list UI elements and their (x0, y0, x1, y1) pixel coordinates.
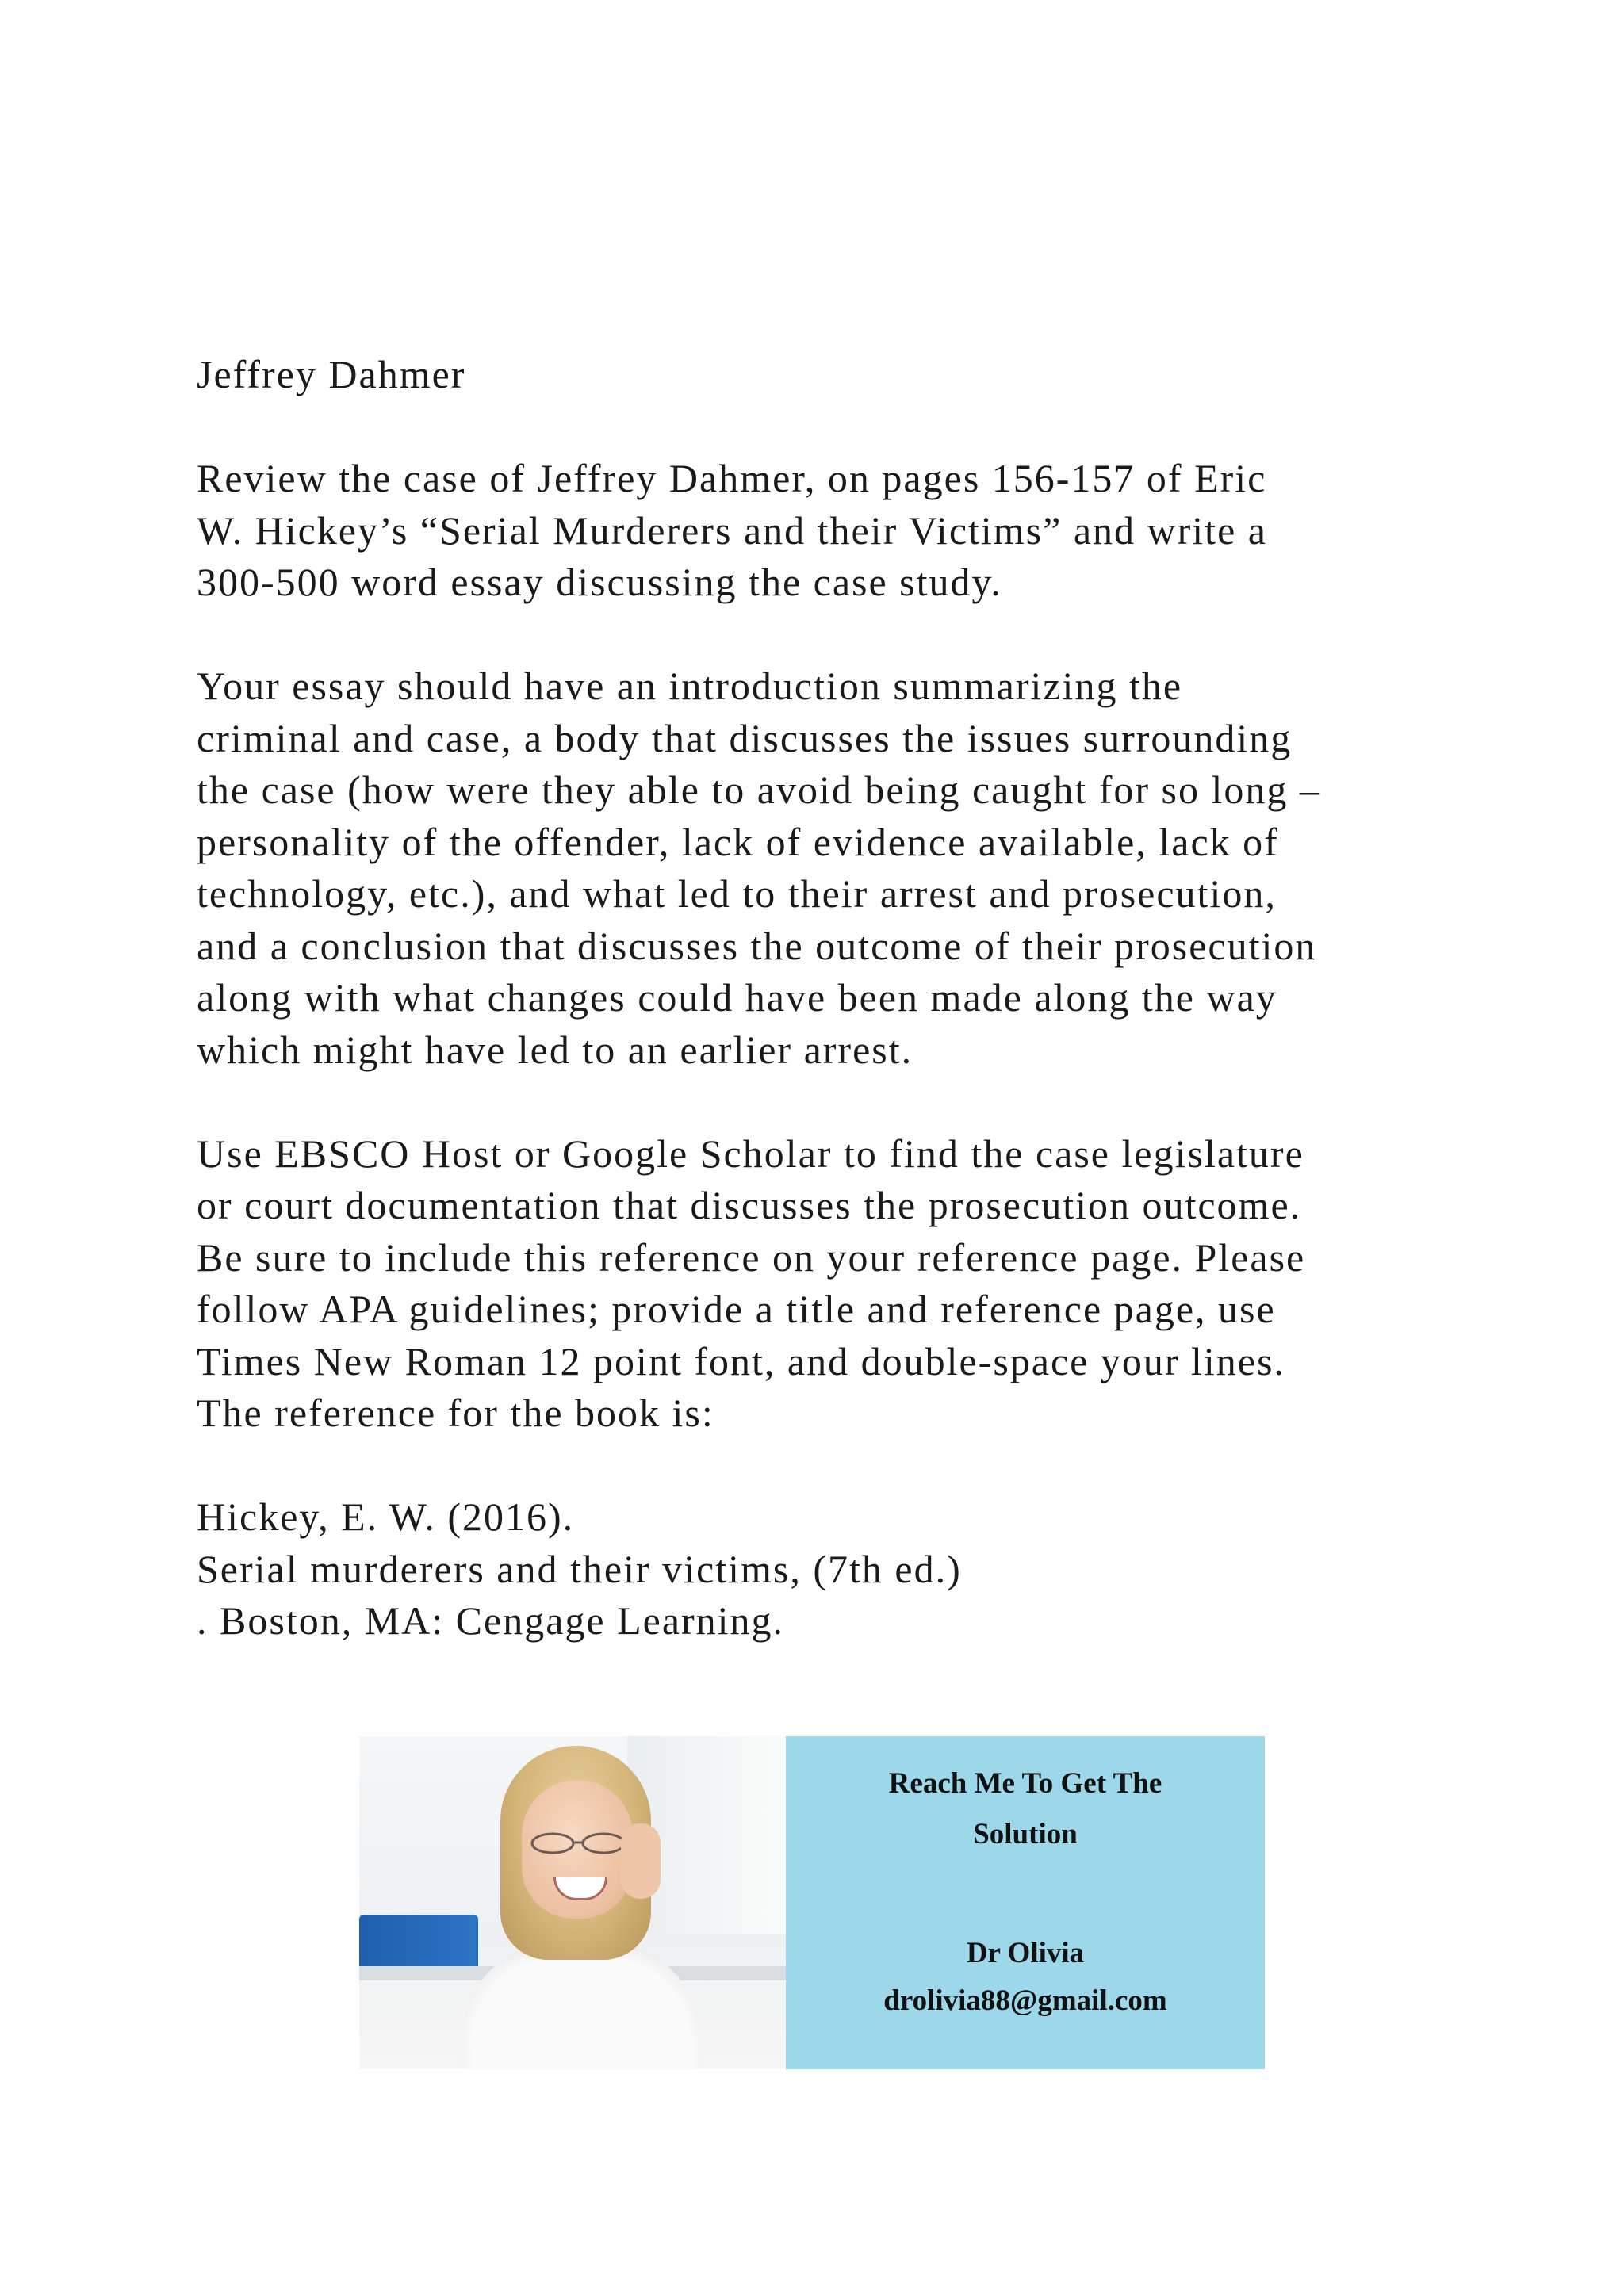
spacer (197, 401, 1481, 453)
paragraph-2-line: Your essay should have an introduction summarizing the (197, 664, 1183, 708)
paragraph-3-line: Use EBSCO Host or Google Scholar to find the case legislature (197, 1131, 1304, 1176)
paragraph-3-line: Be sure to include this reference on your reference page. Please (197, 1234, 1306, 1280)
paragraph-3-line: The reference for the book is: (197, 1391, 714, 1435)
reference-line: . Boston, MA: Cengage Learning. (197, 1598, 785, 1643)
paragraph-1-line: Review the case of Jeffrey Dahmer, on pages 156-157 of Eric (197, 456, 1267, 500)
paragraph-3-line: follow APA guidelines; provide a title and reference page, use (197, 1287, 1276, 1331)
spacer (197, 609, 1481, 661)
glasses-icon (527, 1831, 629, 1855)
document-body (197, 349, 1481, 1647)
hand-on-glasses (621, 1823, 661, 1899)
cta-line-2: Solution (973, 1818, 1078, 1850)
contact-panel (786, 1736, 1265, 2069)
document-title: Jeffrey Dahmer (197, 352, 466, 396)
spacer (197, 1440, 1481, 1492)
contact-email: drolivia88@gmail.com (883, 1984, 1167, 2017)
paragraph-1-line: W. Hickey’s “Serial Murderers and their Victims” and write a (197, 507, 1267, 553)
paragraph-3-line: or court documentation that discusses the prosecution outcome. (197, 1183, 1302, 1227)
contact-banner (359, 1736, 1265, 2069)
paragraph-2-line: personality of the offender, lack of evidence available, lack of (197, 819, 1279, 864)
paragraph-1-line: 300-500 word essay discussing the case study. (197, 560, 1002, 604)
paragraph-2-line: the case (how were they able to avoid being caught for so long – (197, 767, 1321, 812)
cta-line-1: Reach Me To Get The (888, 1767, 1162, 1800)
paragraph-2-line: technology, etc.), and what led to their arrest and prosecution, (197, 871, 1277, 916)
woman-photo (359, 1736, 786, 2069)
reference-line: Serial murderers and their victims, (7th ed.) (197, 1546, 962, 1591)
paragraph-3-line: Times New Roman 12 point font, and double-space your lines. (197, 1338, 1285, 1383)
paragraph-2-line: and a conclusion that discusses the outcome of their prosecution (197, 923, 1317, 968)
paragraph-2-line: criminal and case, a body that discusses the issues surrounding (197, 715, 1293, 760)
white-shirt (462, 1942, 700, 2069)
reference-line: Hickey, E. W. (2016). (197, 1494, 575, 1539)
spacer (197, 1076, 1481, 1128)
blue-chair (359, 1915, 478, 1970)
paragraph-2-line: along with what changes could have been made along the way (197, 975, 1277, 1020)
contact-name: Dr Olivia (966, 1937, 1085, 1969)
paragraph-2-line: which might have led to an earlier arrest. (197, 1027, 914, 1072)
